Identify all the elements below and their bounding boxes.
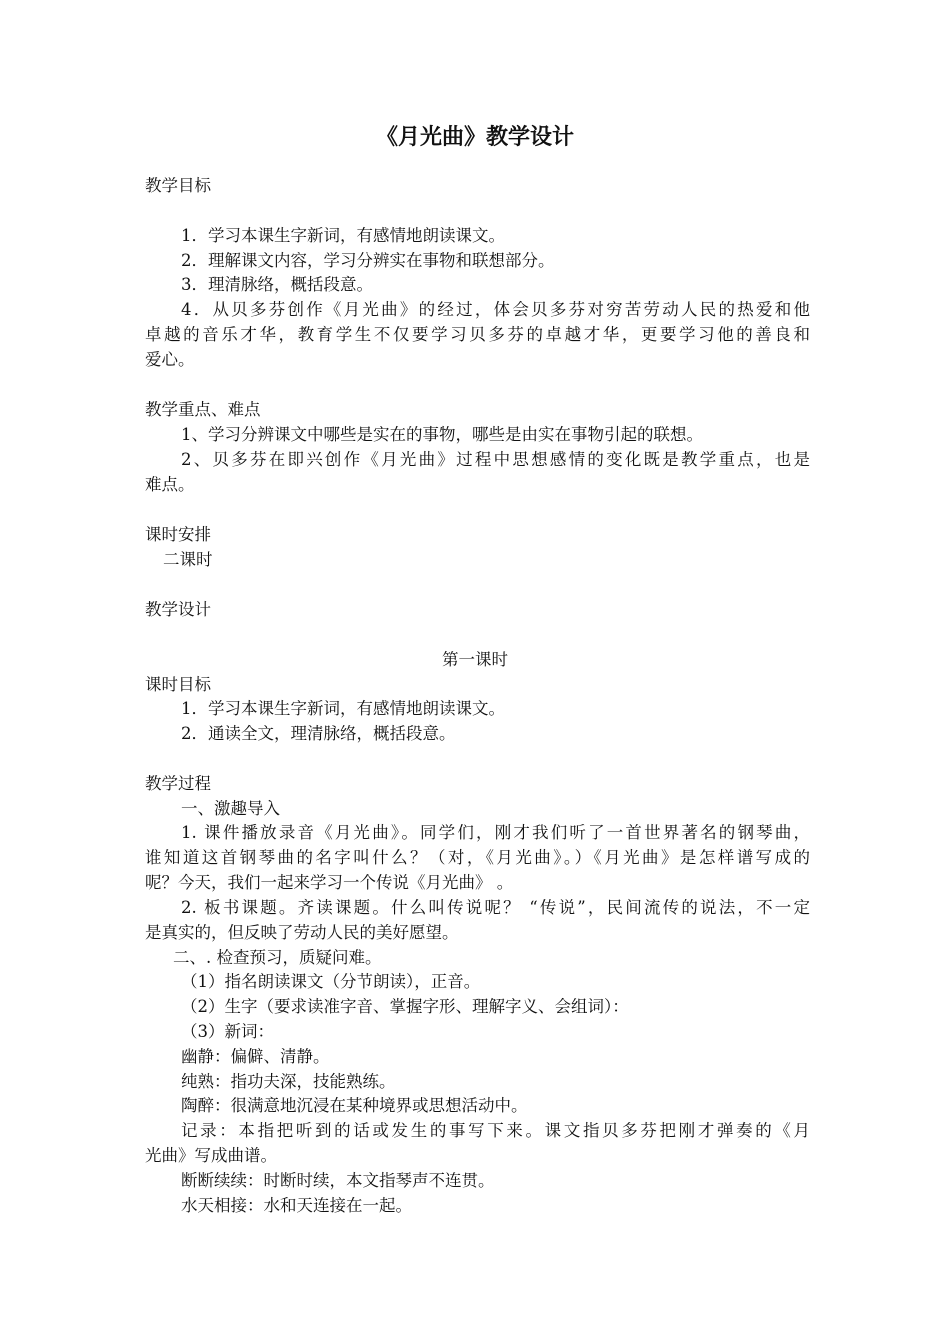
objective-item: 2．通读全文，理清脉络，概括段意。	[181, 724, 456, 743]
paragraph-line: 是真实的，但反映了劳动人民的美好愿望。	[145, 923, 459, 942]
section-heading: 教学目标	[145, 176, 211, 195]
list-item: （3）新词：	[181, 1022, 274, 1041]
paragraph-line: 难点。	[145, 475, 195, 494]
section-heading: 教学过程	[145, 774, 211, 793]
objective-item: 2．理解课文内容，学习分辨实在事物和联想部分。	[181, 251, 555, 270]
paragraph-line: 爱心。	[145, 350, 195, 369]
paragraph-line: 2. 板书课题。齐读课题。什么叫传说呢？ “传说”，民间流传的说法，不一定	[181, 898, 810, 917]
paragraph-line: 卓越的音乐才华，教育学生不仅要学习贝多芬的卓越才华，更要学习他的善良和	[145, 325, 810, 344]
objective-item: 1．学习本课生字新词，有感情地朗读课文。	[181, 699, 505, 718]
objective-item: 1．学习本课生字新词，有感情地朗读课文。	[181, 226, 505, 245]
vocab-item: 幽静：偏僻、清静。	[181, 1047, 330, 1066]
list-item: （2）生字（要求读准字音、掌握字形、理解字义、会组词）：	[181, 997, 629, 1016]
objective-item: 4．从贝多芬创作《月光曲》的经过，体会贝多芬对穷苦劳动人民的热爱和他	[181, 300, 810, 319]
section-heading: 课时安排	[145, 525, 211, 544]
list-item: （1）指名朗读课文（分节朗读），正音。	[181, 972, 481, 991]
step-heading: 二、. 检查预习，质疑问难。	[173, 948, 382, 967]
step-heading: 一、激趣导入	[181, 799, 280, 818]
paragraph-line: 谁知道这首钢琴曲的名字叫什么？（对，《月光曲》。）《月光曲》是怎样谱写成的	[145, 848, 810, 867]
section-heading: 教学设计	[145, 600, 211, 619]
vocab-item: 水天相接：水和天连接在一起。	[181, 1196, 412, 1215]
vocab-item: 记录：本指把听到的话或发生的事写下来。课文指贝多芬把刚才弹奏的《月	[181, 1121, 810, 1140]
paragraph-line: 呢？今天，我们一起来学习一个传说《月光曲》 。	[145, 873, 514, 892]
vocab-item: 陶醉：很满意地沉浸在某种境界或思想活动中。	[181, 1096, 528, 1115]
paragraph-line: 1. 课件播放录音《月光曲》。同学们，刚才我们听了一首世界著名的钢琴曲，	[181, 823, 810, 842]
objective-item: 3．理清脉络，概括段意。	[181, 275, 373, 294]
keypoint-item: 2、贝多芬在即兴创作《月光曲》过程中思想感情的变化既是教学重点，也是	[181, 450, 810, 469]
vocab-item: 纯熟：指功夫深，技能熟练。	[181, 1072, 396, 1091]
paragraph-line: 二课时	[163, 550, 213, 569]
document-title: 《月光曲》教学设计	[375, 124, 574, 150]
subsection-heading: 第一课时	[442, 650, 508, 669]
keypoint-item: 1、学习分辨课文中哪些是实在的事物，哪些是由实在事物引起的联想。	[181, 425, 703, 444]
section-heading: 教学重点、难点	[145, 400, 261, 419]
vocab-item: 断断续续：时断时续，本文指琴声不连贯。	[181, 1171, 495, 1190]
section-heading: 课时目标	[145, 675, 211, 694]
paragraph-line: 光曲》写成曲谱。	[145, 1146, 277, 1165]
